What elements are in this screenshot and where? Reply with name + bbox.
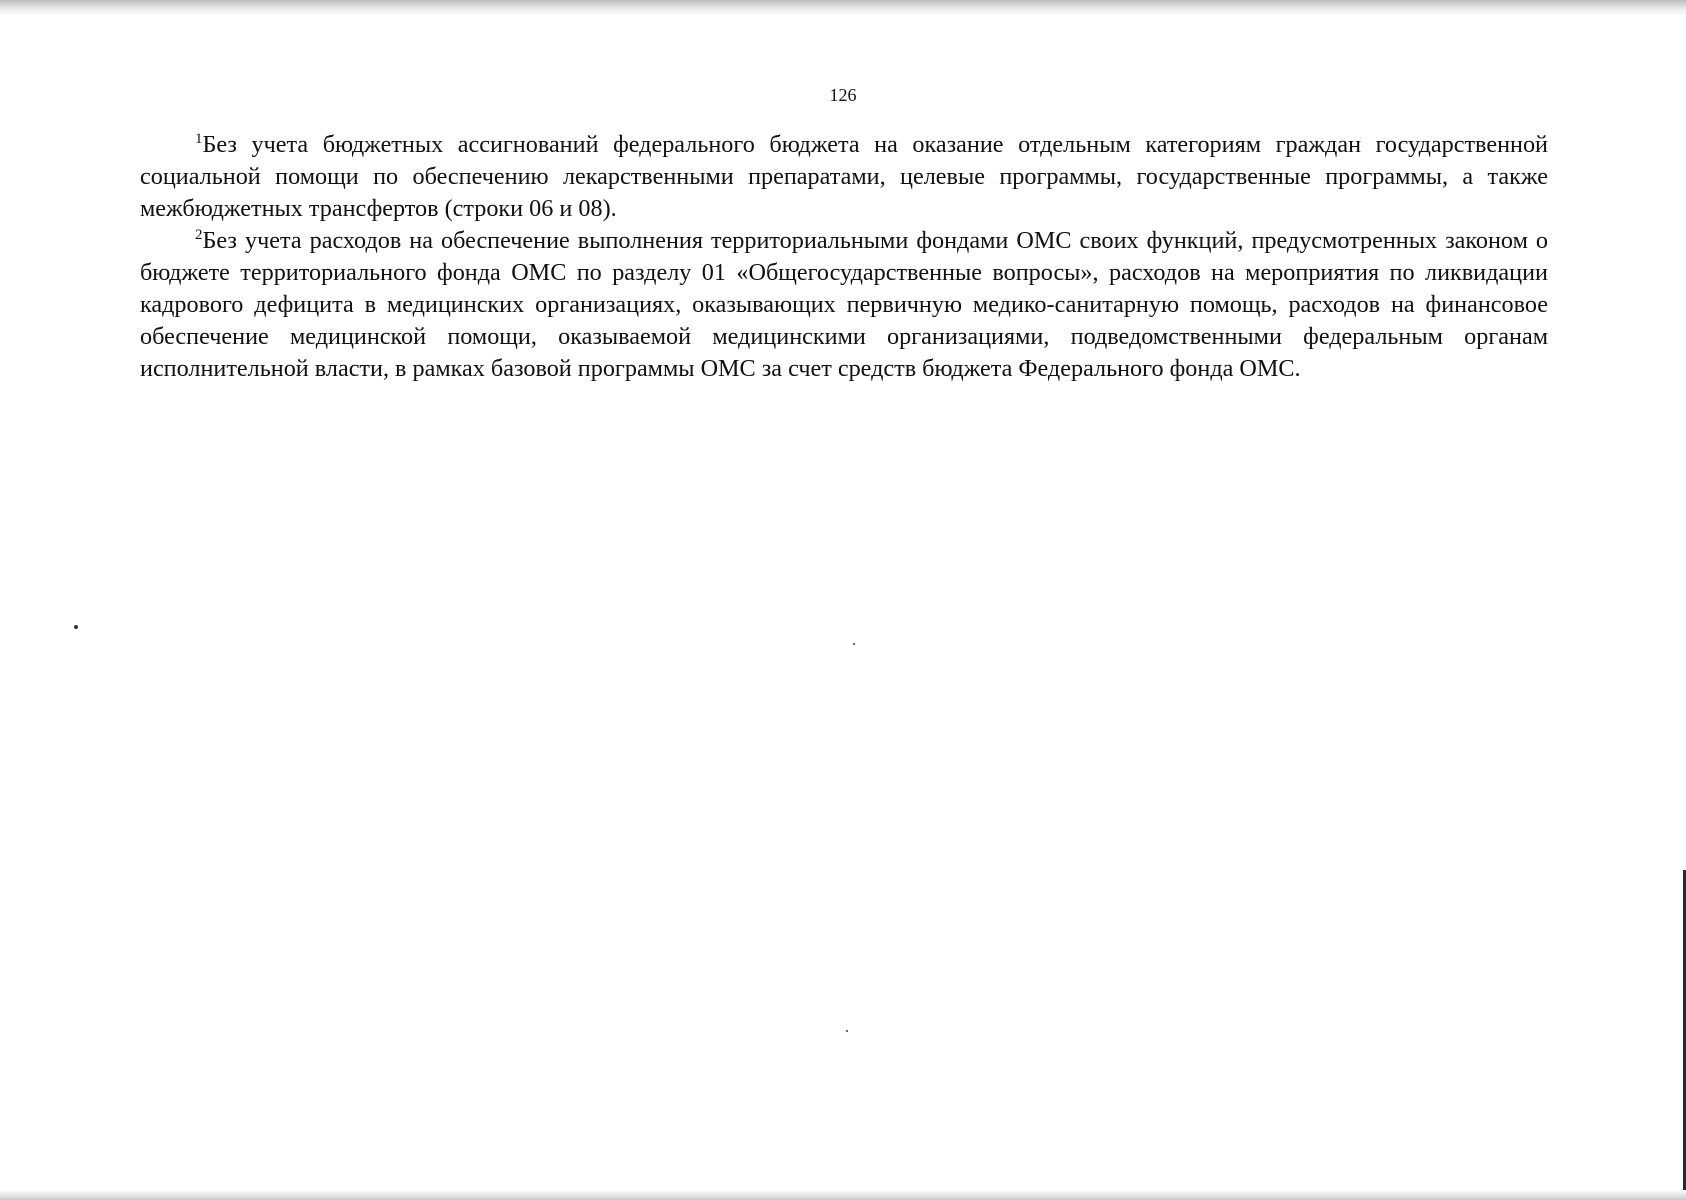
footnote-text: Без учета бюджетных ассигнований федерального бюджета на оказание отдельным категориям граждан государственной социальной помощи по обеспечению лекарственными препаратами, целевые программы, государственные программы, а также межбюджетных трансфертов (строки 06 и 08). [140, 131, 1548, 222]
footnote-text: Без учета расходов на обеспечение выполнения территориальными фондами ОМС своих функций, предусмотренных законом о бюджете территориального фонда ОМС по разделу 01 «Общегосударственные вопросы», расходов на мероприятия по ликвидации кадрового дефицита в медицинских организациях, оказывающих первичную медико-санитарную помощь, расходов на финансовое обеспечение медицинской помощи, оказываемой медицинскими организациями, подведомственными федеральным органам исполнительной власти, в рамках базовой программы ОМС за счет средств бюджета Федерального фонда ОМС. [140, 227, 1548, 382]
scan-edge-top [0, 0, 1686, 16]
footnote-marker: 1 [195, 131, 203, 147]
scan-edge-bottom [0, 1190, 1686, 1200]
footnote-1 [140, 129, 1548, 225]
footnotes-section [140, 129, 1548, 385]
page-number: 126 [829, 85, 857, 105]
scan-speck [853, 643, 855, 645]
footnote-2 [140, 225, 1548, 385]
footnote-marker: 2 [195, 227, 203, 243]
scan-speck [74, 625, 78, 629]
scan-speck [846, 1030, 848, 1032]
